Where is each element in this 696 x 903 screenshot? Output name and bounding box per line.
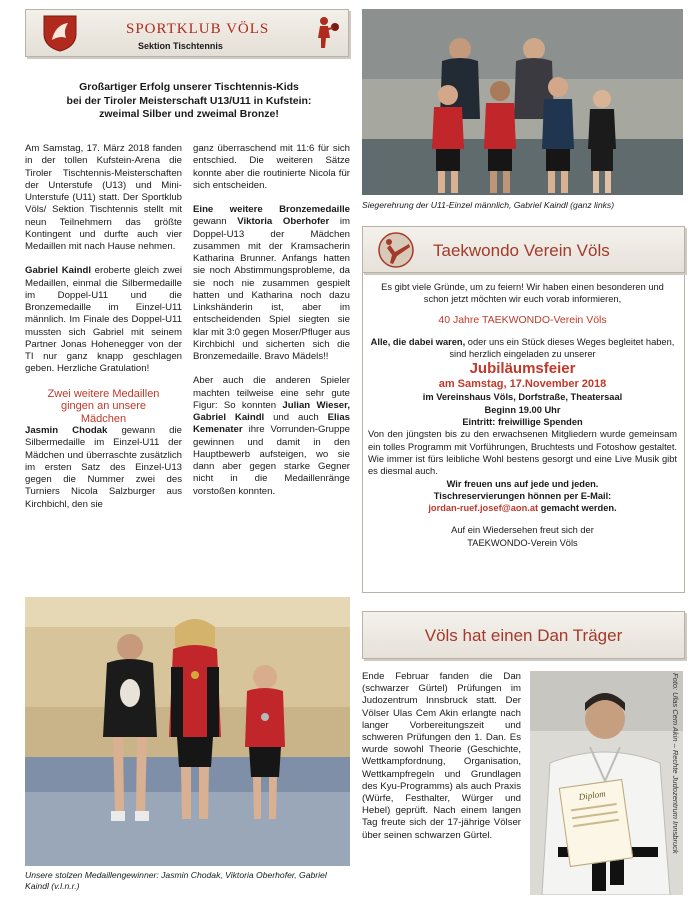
award-ceremony-caption: Siegerehrung der U11-Einzel männlich, Gabriel Kaindl (ganz links) (362, 200, 615, 210)
anniversary-title: 40 Jahre TAEKWONDO-Verein Völs (438, 313, 607, 326)
event-date: am Samstag, 17.November 2018 (438, 378, 607, 391)
event-venue: im Vereinshaus Völs, Dorfstraße, Theatersaal (422, 392, 623, 403)
person-name: Jasmin Chodak (25, 425, 108, 436)
person-name: Elias Kemenater (193, 412, 350, 436)
judo-athlete-photo (530, 671, 683, 895)
paragraph (25, 265, 182, 375)
paragraph-text: gemacht werden. (538, 503, 617, 514)
paragraph (25, 425, 182, 511)
event-title: Jubiläumsfeier (469, 360, 576, 378)
person-name: Gabriel Kaindl (25, 265, 92, 277)
subheading-line: Mädchen (80, 412, 127, 425)
reservation-text: Tischreservierungen hönnen per E-Mail: (433, 490, 612, 501)
headline-line: Großartiger Erfolg unserer Tischtennis-Kids (79, 81, 299, 93)
club-subtitle: Sektion Tischtennis (138, 41, 223, 51)
taekwondo-banner (362, 226, 685, 273)
club-title: SPORTKLUB VÖLS (126, 21, 270, 37)
event-description: Von den jüngsten bis zu den erwachsenen Mitgliedern wurde gemeinsam ein tolles Programm mit Vorführungen, Bruchtests und Fotoshow gestaltet. Wie immer ist fürs leibliche Wohl bestens gesorgt und eine Live Musik gibt es diesmal auch. (368, 429, 677, 477)
paragraph-text: ihre Vorrunden-Gruppe gewinnen und damit in den Hauptbewerb aufsteigen, wo sie dann aber gegen starke Gegner nicht in die Medaillenränge vorstoßen konnten. (193, 424, 350, 497)
paragraph-text: und auch (264, 412, 328, 423)
paragraph-text: gewann die Silbermedaille im Einzel-U11 der Mädchen und überraschte zusätzlich im ersten Satz des Einzel-U13 gegen die Nummer zwei des Turniers Nicola Salzburger aus Kirchbichl, den sie (25, 425, 182, 510)
event-time: Beginn 19.00 Uhr (484, 404, 561, 415)
judo-banner (362, 611, 685, 659)
reservation-email-link[interactable]: jordan-ruef.josef@aon.at (428, 503, 539, 514)
paragraph-text: gewann (193, 216, 238, 228)
club-crest-icon (40, 14, 80, 52)
person-name: Viktoria Oberhofer (237, 216, 330, 228)
taekwondo-title: Taekwondo Verein Völs (433, 241, 610, 260)
subheading-line: Zwei weitere Medaillen (47, 387, 160, 400)
photo-credit-container (670, 673, 682, 893)
judo-article-text: Ende Februar fanden die Dan (schwarzer Gürtel) Prüfungen im Judozentrum Innsbruck statt. Der Völser Ulas Cem Akin erlangte nach langer Vorbereitungszeit und schweren Prüfungen den 1. Dan. Es wurde sowohl Theorie (Geschichte, Wettkampfordnung, Organisation, Wettkampfregeln und Grundlagen des Kyu-Programms) als auch Praxis (Würfe, Festhalter, Würger und Hebel) geprüft. Nach einem langen Tag freute sich der 17-jährige Völser über seinen schwarzen Gürtel. (362, 671, 521, 841)
medal-winners-image (25, 597, 350, 866)
article-column-2 (193, 143, 350, 498)
paragraph (193, 204, 350, 363)
taekwondo-kicker-icon (375, 230, 417, 270)
taekwondo-content (368, 281, 677, 549)
emphasis-text: Alle, die dabei waren, (370, 336, 466, 347)
paragraph-text: Aber auch die anderen Spieler machten teilweise eine sehr gute Figur: So konnten (193, 375, 350, 411)
award-ceremony-image (362, 9, 683, 195)
paragraph: ganz überraschend mit 11:6 für sich entschied. Die weiteren Sätze konnte aber die routinierte Nicola für sich entscheiden. (193, 143, 350, 191)
medal-winners-photo (25, 597, 350, 866)
closing-signature: TAEKWONDO-Verein Völs (467, 537, 578, 548)
paragraph-text: oder uns ein Stück dieses Weges begleitet haben, sind herzlich eingeladen zu unserer (449, 336, 675, 360)
subheading-line: gingen an unsere (60, 400, 146, 412)
medal-winners-caption: Unsere stolzen Medaillengewinner: Jasmin Chodak, Viktoria Oberhofer, Gabriel Kaindl (v.l.n.r.) (25, 870, 327, 891)
welcome-text: Wir freuen uns auf jede und jeden. (446, 478, 599, 489)
intro-text: Es gibt viele Gründe, um zu feiern! Wir haben einen besonderen und schon jetzt möchten wir euch vorab informieren, (381, 282, 664, 305)
club-header-banner (25, 9, 349, 57)
invitation-text (368, 336, 677, 361)
section-subheading (25, 388, 182, 426)
paragraph: Am Samstag, 17. März 2018 fanden in der tollen Kufstein-Arena die Tiroler Tischtennis-Meisterschaften der Unterstufe (U13) und Mini-Unterstufe (U11) statt. Der Sportklub Völs/ Sektion Tischtennis stellt mit neun Teilnehmern das größte Kontingent und durfte auch vier Medaillen mit nach Hause nehmen. (25, 143, 182, 252)
paragraph-text: im Doppel-U13 der Mädchen zusammen mit der Kramsacherin Katharina Brunner. Anfangs hatten sie noch Abstimmungsprobleme, da sie noch nie zusammen gespielt hatten und Katharina noch dazu Linkshänderin ist, aber im entscheidenden Spiel siegten sie klar mit 3:0 gegen Moser/Pfluger aus Kirchbichl und sicherten sich die Bronzemedaille. Bravo Mädels!! (193, 216, 350, 362)
diploma (559, 779, 634, 867)
paragraph-text: eroberte gleich zwei Medaillen, einmal die Silbermedaille im Doppel-U11 und die Bronzemedaille im Einzel-U11 männlich. Im Finale des Doppel-U11 mussten sich Gabriel mit seinem Partner Jonas Hohenegger von der TI nur ganz knapp geschlagen geben. Herzliche Gratulation! (25, 265, 182, 375)
headline-line: bei der Tiroler Meisterschaft U13/U11 in Kufstein: (66, 94, 312, 107)
table-tennis-player-icon (306, 14, 340, 52)
judo-title: Völs hat einen Dan Träger (424, 626, 623, 645)
article-column-1 (25, 143, 182, 511)
photo-credit: Foto: Ulas Cem Akin – Rechte Judozentrum Innsbruck (671, 673, 680, 854)
closing-text: Auf ein Wiedersehen freut sich der (451, 525, 594, 536)
diploma-title: Diplom (578, 788, 607, 803)
emphasis-text: Eine weitere Bronzemedaille (193, 204, 350, 215)
headline-line: zweimal Silber und zweimal Bronze! (99, 108, 279, 120)
paragraph (193, 375, 350, 498)
person-name: Julian Wieser, Gabriel Kaindl (193, 399, 350, 423)
award-ceremony-photo (362, 9, 683, 195)
article-headline (28, 81, 350, 122)
event-entry: Eintritt: freiwillige Spenden (462, 417, 583, 428)
reservation-email-line (368, 502, 677, 514)
